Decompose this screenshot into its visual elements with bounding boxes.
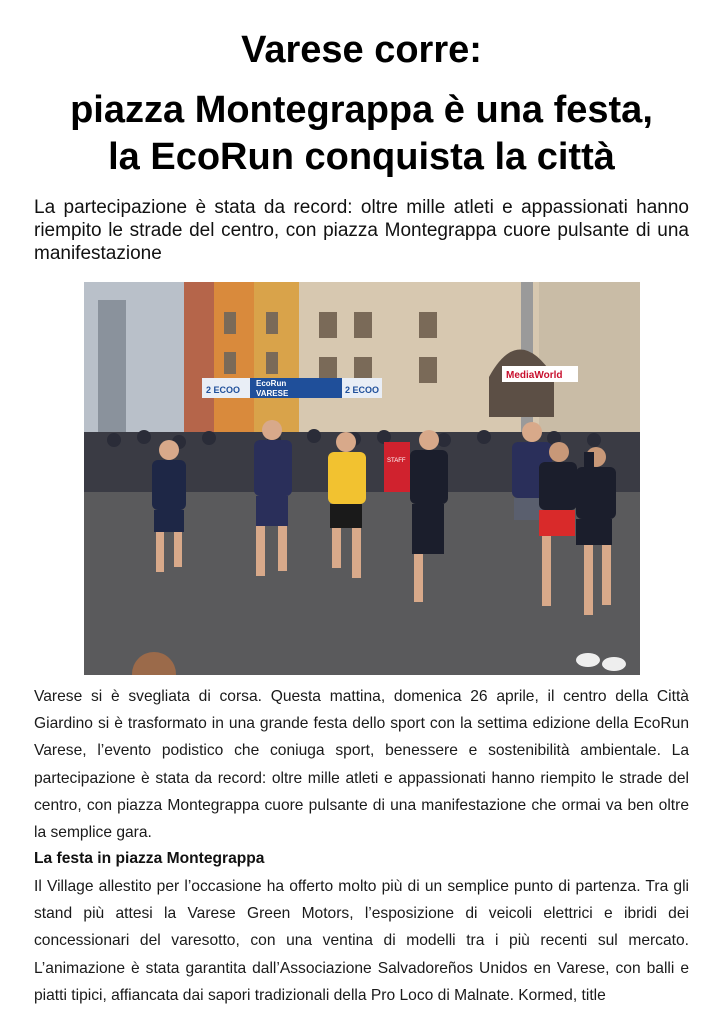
article-title-line-3: la EcoRun conquista la città <box>108 136 615 178</box>
article-paragraph-2: Il Village allestito per l’occasione ha offerto molto più di un semplice punto di partenza. Tra gli stand più attesi la Varese Green Motors, l’esposizione di veicoli elettrici e ibridi dei concessionari del varesotto, con una ventina di modelli tra i più recenti sul mercato. L’animazione è stata garantita dall’Associazione Salvadoreños Unidos en Varese, con balli e piatti tipici, affiancata dai sapori tradizionali della Pro Loco di Malnate. Kormed, title <box>34 878 689 1004</box>
race-photo <box>84 282 640 675</box>
shop-sign-text: MediaWorld <box>506 370 563 381</box>
article-subheading: La festa in piazza Montegrappa <box>34 850 265 867</box>
article-lead: La partecipazione è stata da record: oltre mille atleti e appassionati hanno riempito le strade del centro, con piazza Montegrappa cuore pulsante di una manifestazione <box>34 197 689 264</box>
article-title-line-2: piazza Montegrappa è una festa, <box>70 89 653 131</box>
article-paragraph-1: Varese si è svegliata di corsa. Questa mattina, domenica 26 aprile, il centro della Città Giardino si è trasformato in una grande festa dello sport con la settima edizione della EcoRun Varese, l’evento podistico che coniuga sport, benessere e sostenibilità ambientale. La partecipazione è stata da record: oltre mille atleti e appassionati hanno riempito le strade del centro, con piazza Montegrappa cuore pulsante di una manifestazione che ormai va ben oltre la semplice gara. <box>34 688 689 842</box>
banner-center-text-1: EcoRun <box>256 379 287 388</box>
banner-left-text: 2 ECOO <box>206 385 241 395</box>
banner-right-text: 2 ECOO <box>345 385 380 395</box>
article-title-line-1: Varese corre: <box>241 29 482 71</box>
banner-center-text-2: VARESE <box>256 389 289 398</box>
staff-text: STAFF <box>387 458 406 464</box>
